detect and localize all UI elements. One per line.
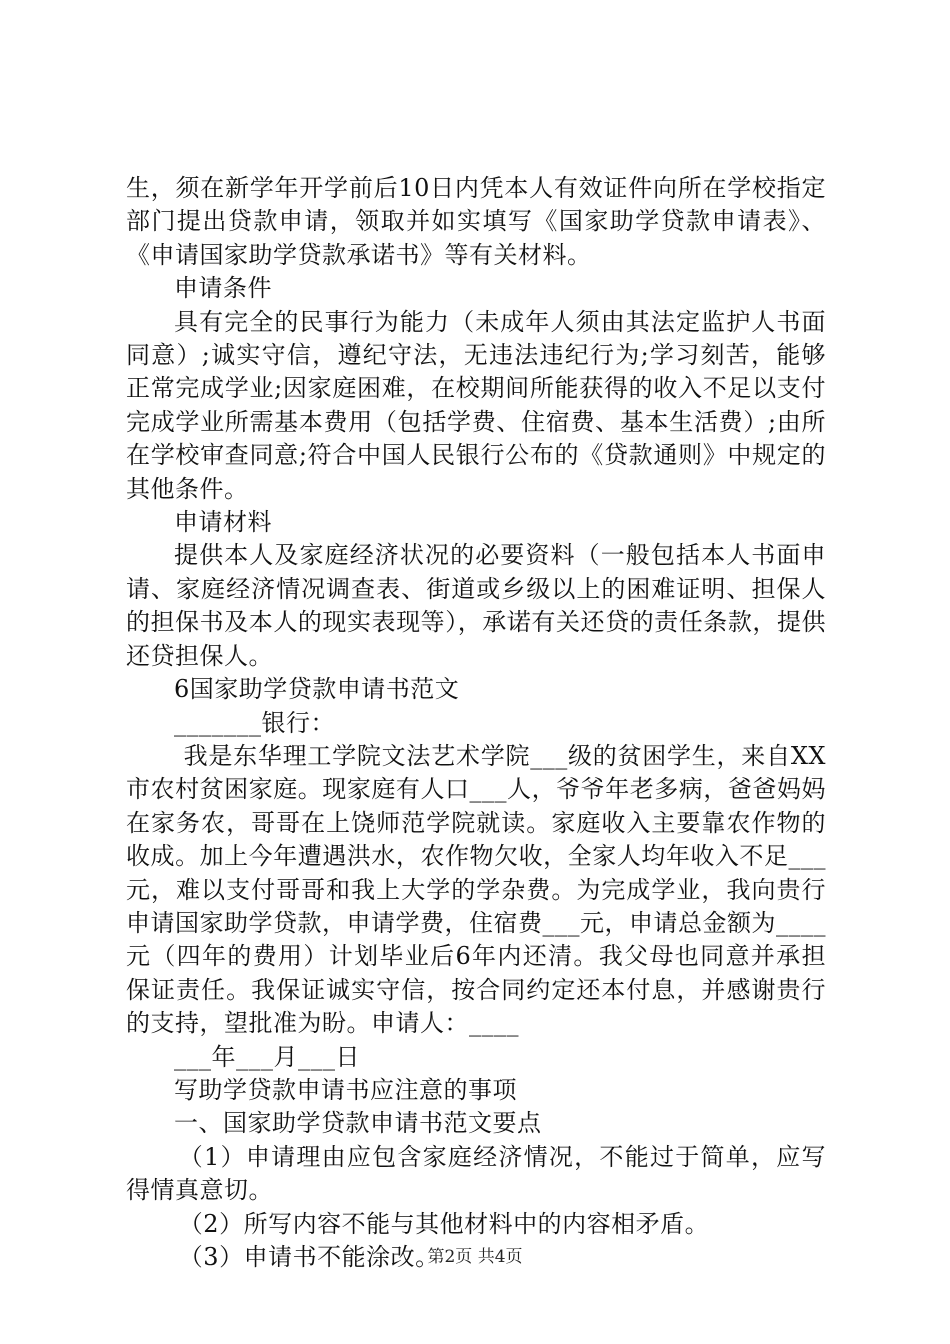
list-item-point-1: （1）申请理由应包含家庭经济情况，不能过于简单，应写得情真意切。 [126,1142,826,1205]
paragraph-intro-continuation: 生，须在新学年开学前后10日内凭本人有效证件向所在学校指定部门提出贷款申请，领取并如实填写《国家助学贷款申请表》、《申请国家助学贷款承诺书》等有关材料。 [126,174,826,269]
heading-sample-letter: 6国家助学贷款申请书范文 [174,675,460,704]
list-item-point-2: （2）所写内容不能与其他材料中的内容相矛盾。 [178,1209,710,1238]
heading-application-conditions: 申请条件 [174,274,272,303]
page-footer: 第2页 共4页 [427,1247,523,1267]
heading-application-materials: 申请材料 [174,508,272,537]
document-body [126,172,826,1274]
letter-body: 我是东华理工学院文法艺术学院___级的贫困学生，来自XX市农村贫困家庭。现家庭有人口___人，爷爷年老多病，爸爸妈妈在家务农，哥哥在上饶师范学院就读。家庭收入主要靠农作物的收成。加上今年遭遇洪水，农作物欠收，全家人均年收入不足___元，难以支付哥哥和我上大学的学杂费。为完成学业，我向贵行申请国家助学贷款，申请学费，住宿费___元，申请总金额为____元（四年的费用）计划毕业后6年内还清。我父母也同意并承担保证责任。我保证诚实守信，按合同约定还本付息，并感谢贵行的支持，望批准为盼。申请人：____ [126,741,826,1038]
list-item-point-3: （3）申请书不能涂改。 [178,1243,440,1271]
letter-salutation: _______银行： [174,708,335,737]
heading-notes: 写助学贷款申请书应注意的事项 [174,1075,517,1104]
heading-key-points: 一、国家助学贷款申请书范文要点 [174,1109,542,1138]
letter-date-line: ___年___月___日 [174,1042,360,1071]
paragraph-conditions: 具有完全的民事行为能力（未成年人须由其法定监护人书面同意）;诚实守信，遵纪守法，无违法违纪行为;学习刻苦，能够正常完成学业;因家庭困难，在校期间所能获得的收入不足以支付完成学业所需基本费用（包括学费、住宿费、基本生活费）;由所在学校审查同意;符合中国人民银行公布的《贷款通则》中规定的其他条件。 [126,307,826,503]
paragraph-materials: 提供本人及家庭经济状况的必要资料（一般包括本人书面申请、家庭经济情况调查表、街道或乡级以上的困难证明、担保人的担保书及本人的现实表现等），承诺有关还贷的责任条款，提供还贷担保人。 [126,541,826,670]
